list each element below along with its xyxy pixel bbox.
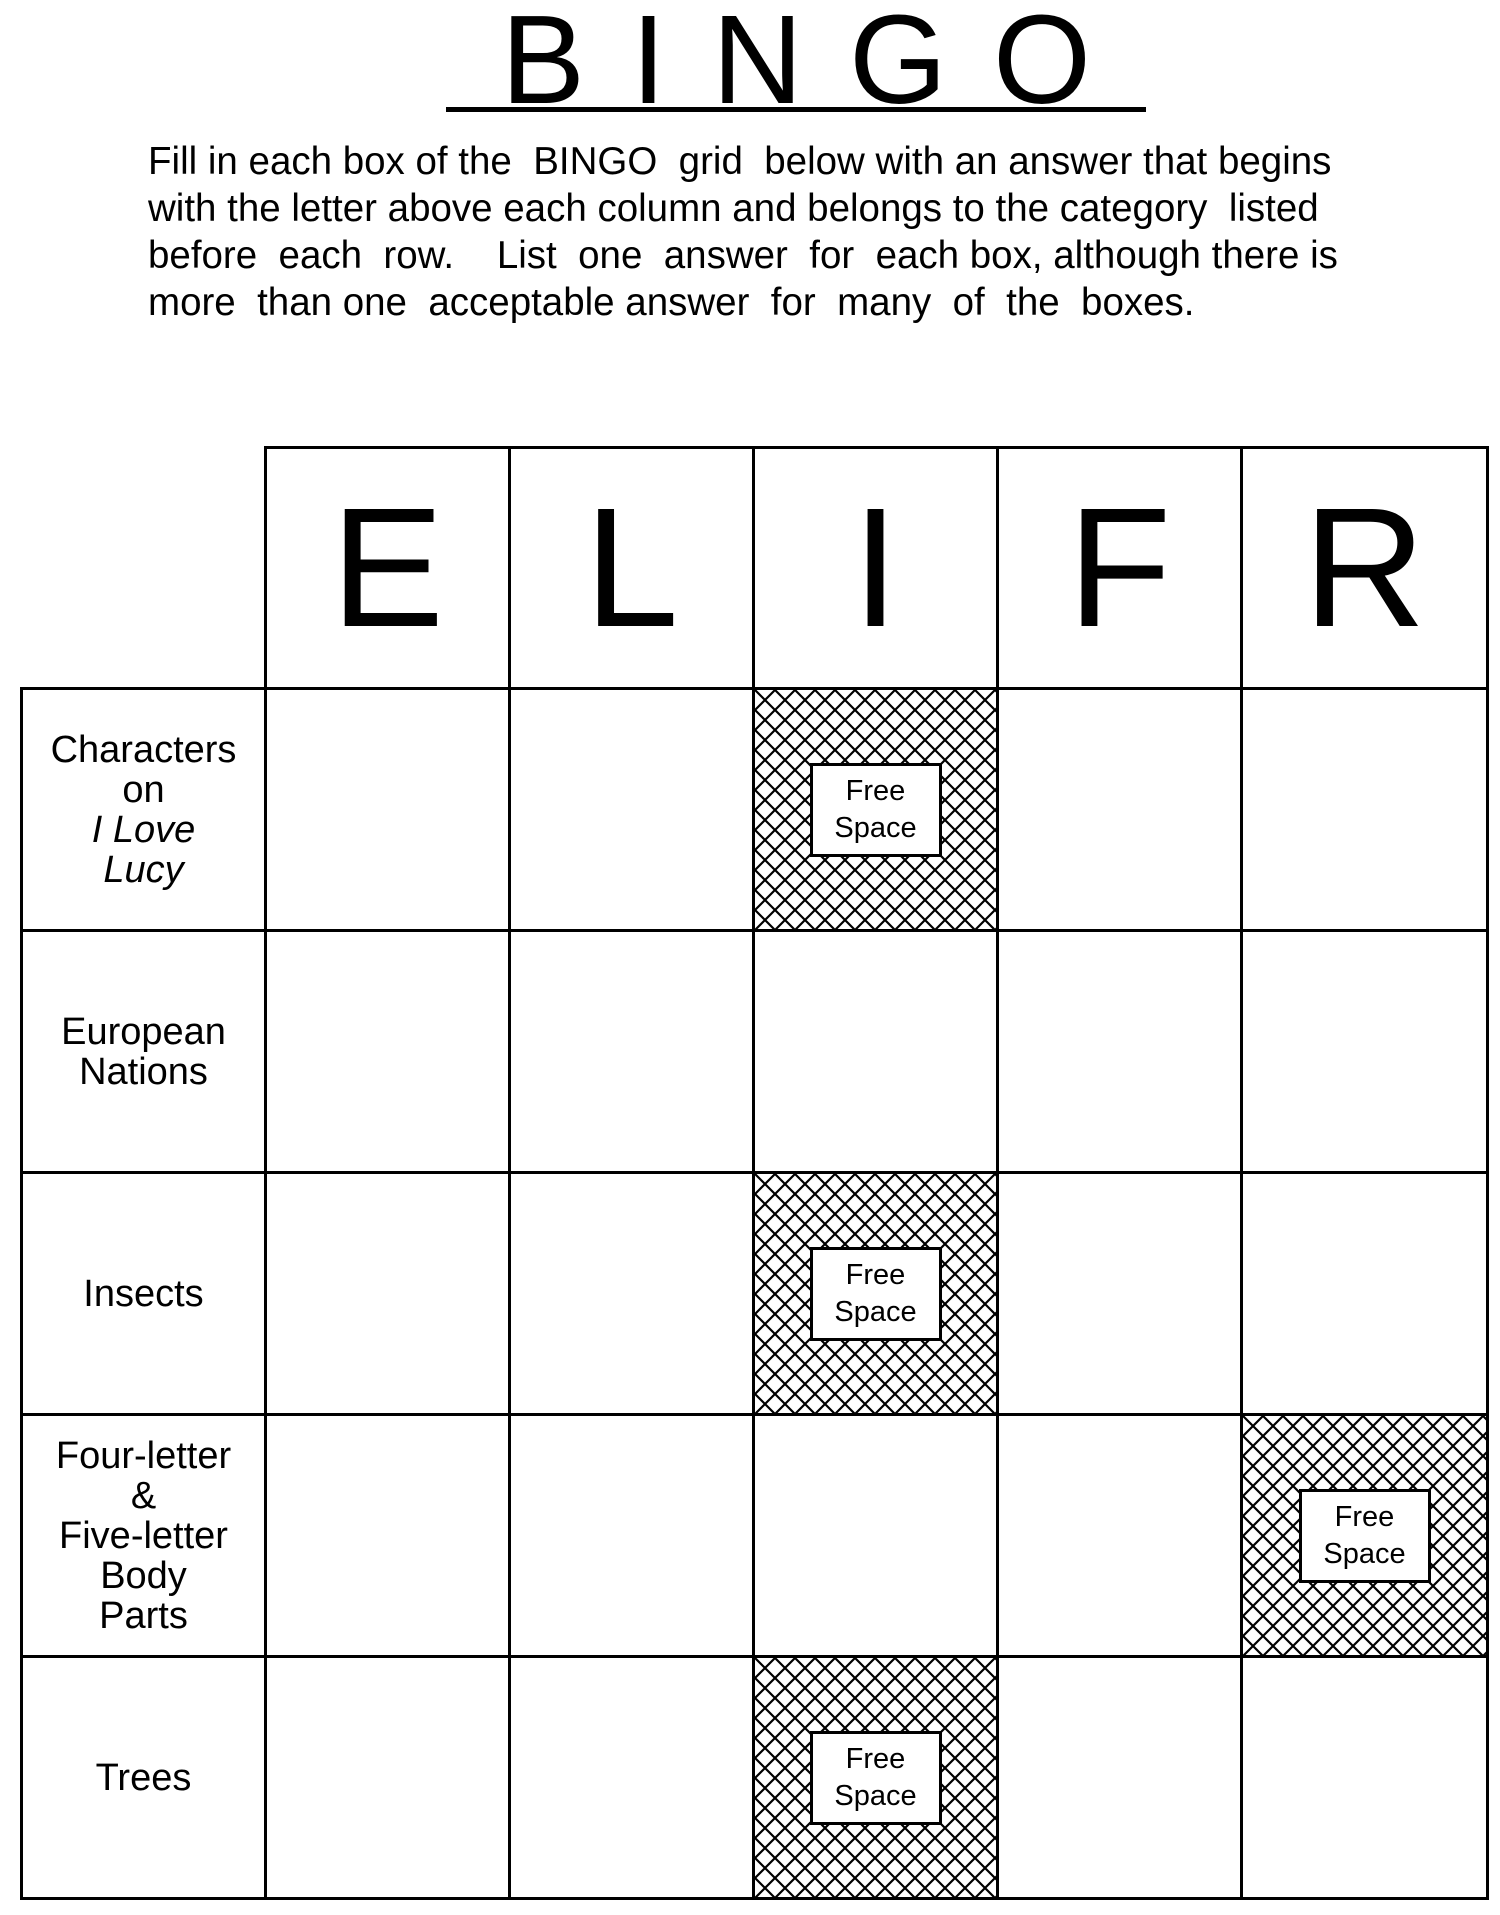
row-category-line: Five-letter: [59, 1514, 228, 1557]
free-space-cell: [752, 1655, 999, 1900]
answer-cell[interactable]: [264, 1413, 511, 1658]
answer-cell[interactable]: [264, 929, 511, 1174]
answer-cell[interactable]: [264, 1655, 511, 1900]
answer-cell[interactable]: [1240, 1655, 1489, 1900]
column-header-f: F: [996, 446, 1243, 690]
free-space-text: Free: [1334, 1500, 1395, 1533]
free-space-label: [810, 1247, 942, 1341]
instructions-line: before each row. List one answer for each box, although there is: [148, 234, 1338, 277]
answer-cell[interactable]: [508, 929, 755, 1174]
row-category-line: &: [130, 1474, 157, 1517]
free-space-text: Space: [834, 1295, 917, 1328]
column-header-e: E: [264, 446, 511, 690]
answer-cell[interactable]: [508, 1171, 755, 1416]
free-space-text: Space: [834, 1779, 917, 1812]
row-category-label: [20, 929, 267, 1174]
instructions-line: with the letter above each column and belongs to the category listed: [148, 187, 1319, 230]
answer-cell[interactable]: [996, 1655, 1243, 1900]
row-category-line: European: [61, 1010, 226, 1053]
column-header-i: I: [752, 446, 999, 690]
answer-cell[interactable]: [264, 687, 511, 932]
free-space-text: Free: [845, 1258, 906, 1291]
answer-cell[interactable]: [1240, 1171, 1489, 1416]
row-category-label: [20, 1655, 267, 1900]
free-space-text: Free: [845, 1742, 906, 1775]
answer-cell[interactable]: [996, 929, 1243, 1174]
row-category-line: Nations: [79, 1050, 208, 1093]
column-header-r: R: [1240, 446, 1489, 690]
free-space-text: Space: [1323, 1537, 1406, 1570]
row-category-line: on: [122, 768, 165, 811]
row-category-line: Lucy: [103, 848, 184, 891]
free-space-label: [1299, 1489, 1431, 1583]
answer-cell[interactable]: [752, 1413, 999, 1658]
answer-cell[interactable]: [508, 687, 755, 932]
row-category-line: Parts: [99, 1594, 188, 1637]
free-space-label: [810, 763, 942, 857]
row-category-label: [20, 1413, 267, 1658]
free-space-text: Free: [845, 774, 906, 807]
column-header-l: L: [508, 446, 755, 690]
instructions-line: more than one acceptable answer for many of the boxes.: [148, 281, 1195, 324]
row-category-line: Insects: [83, 1272, 204, 1315]
row-category-line: Four-letter: [55, 1434, 232, 1477]
answer-cell[interactable]: [752, 929, 999, 1174]
answer-cell[interactable]: [1240, 687, 1489, 932]
answer-cell[interactable]: [508, 1655, 755, 1900]
free-space-label: [810, 1731, 942, 1825]
row-category-line: Characters: [50, 728, 237, 771]
instructions-line: Fill in each box of the BINGO grid below with an answer that begins: [148, 140, 1332, 183]
answer-cell[interactable]: [996, 687, 1243, 932]
answer-cell[interactable]: [508, 1413, 755, 1658]
row-category-line: Trees: [95, 1756, 192, 1799]
free-space-cell: [752, 1171, 999, 1416]
answer-cell[interactable]: [264, 1171, 511, 1416]
row-category-label: [20, 1171, 267, 1416]
free-space-cell: [1240, 1413, 1489, 1658]
row-category-line: Body: [100, 1554, 187, 1597]
free-space-text: Space: [834, 811, 917, 844]
free-space-cell: [752, 687, 999, 932]
answer-cell[interactable]: [1240, 929, 1489, 1174]
bingo-title: BINGO: [446, 8, 1146, 112]
answer-cell[interactable]: [996, 1413, 1243, 1658]
answer-cell[interactable]: [996, 1171, 1243, 1416]
row-category-label: [20, 687, 267, 932]
row-category-line: I Love: [91, 808, 196, 851]
